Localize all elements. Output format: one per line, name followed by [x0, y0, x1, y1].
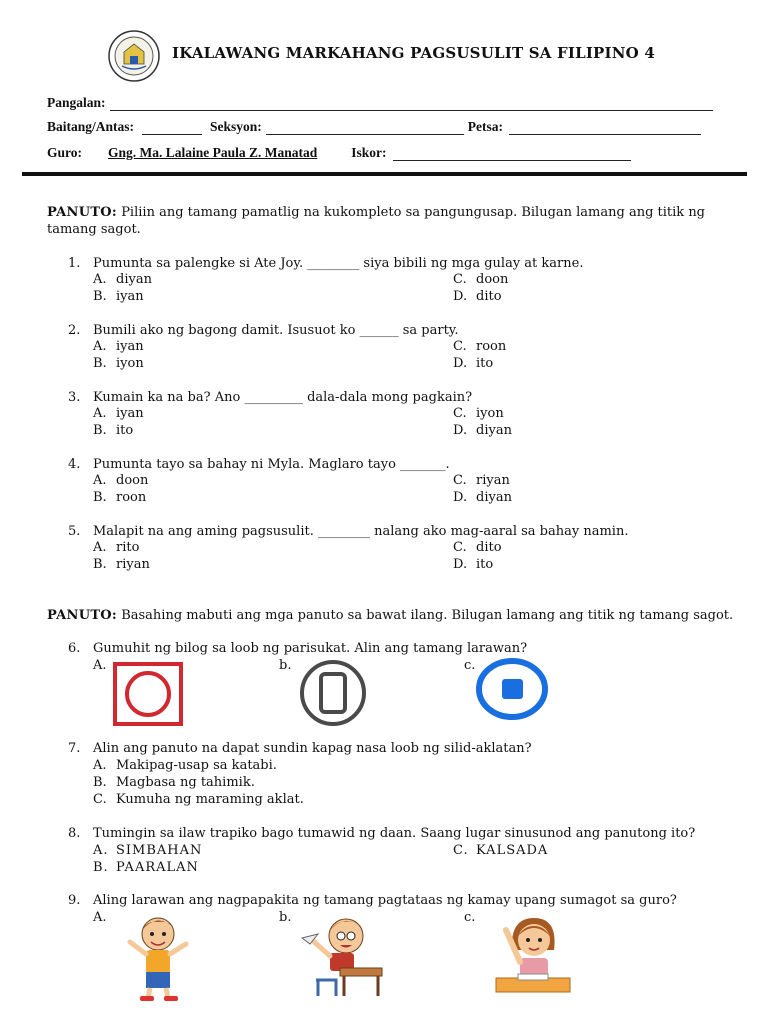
instruction-text: Piliin ang tamang pamatlig na kukompleto sa pangungusap. Bilugan lamang ang titik ng tamang sagot. [47, 205, 706, 237]
option-d[interactable]: D. ito [453, 356, 494, 371]
option-a[interactable]: A. doon [93, 473, 149, 488]
boy-at-desk-image[interactable] [296, 910, 386, 1000]
question-number: 1. [68, 256, 81, 271]
circle-in-square-image[interactable] [113, 662, 183, 726]
instruction-1 [47, 204, 752, 238]
grade-label: Baitang/Antas: [47, 119, 135, 134]
instruction-label: PANUTO: [47, 205, 118, 220]
option-a[interactable]: A. iyan [93, 406, 144, 421]
option-c[interactable]: C. Kumuha ng maraming aklat. [93, 792, 304, 807]
question-stem: Pumunta tayo sa bahay ni Myla. Maglaro tayo _______. [93, 457, 450, 472]
option-b[interactable]: B. ito [93, 423, 134, 438]
date-label: Petsa: [467, 119, 504, 134]
question-number: 3. [68, 390, 81, 405]
name-label: Pangalan: [47, 95, 106, 110]
question-stem: Tumingin sa ilaw trapiko bago tumawid ng daan. Saang lugar sinusunod ang panutong ito? [93, 826, 696, 841]
boy-waving-image[interactable] [124, 912, 194, 1002]
option-d[interactable]: D. diyan [453, 423, 512, 438]
option-c[interactable]: C. iyon [453, 406, 504, 421]
instruction-label: PANUTO: [47, 608, 118, 623]
question-stem: Malapit na ang aming pagsusulit. ________ nalang ako mag-aaral sa bahay namin. [93, 524, 629, 539]
girl-raising-hand-image[interactable] [492, 908, 574, 996]
option-a[interactable]: A. iyan [93, 339, 144, 354]
option-b[interactable]: B. iyan [93, 289, 144, 304]
image-label-a[interactable]: A. [93, 910, 107, 925]
option-b[interactable]: B. riyan [93, 557, 150, 572]
question-number: 7. [68, 741, 81, 756]
question-stem: Aling larawan ang nagpapakita ng tamang pagtataas ng kamay upang sumagot sa guro? [93, 893, 677, 908]
image-label-c[interactable]: c. [464, 658, 476, 673]
question-number: 9. [68, 893, 81, 908]
image-label-b[interactable]: b. [279, 910, 292, 925]
image-label-b[interactable]: b. [279, 658, 292, 673]
question-number: 8. [68, 826, 81, 841]
score-label: Iskor: [351, 145, 387, 160]
image-label-c[interactable]: c. [464, 910, 476, 925]
option-d[interactable]: D. ito [453, 557, 494, 572]
filled-square-in-circle-image[interactable] [476, 658, 548, 720]
question-number: 2. [68, 323, 81, 338]
option-b[interactable]: B. roon [93, 490, 147, 505]
option-c[interactable]: C. roon [453, 339, 507, 354]
option-c[interactable]: C. riyan [453, 473, 510, 488]
option-a[interactable]: A. diyan [93, 272, 152, 287]
image-label-a[interactable]: A. [93, 658, 107, 673]
teacher-name: Gng. Ma. Lalaine Paula Z. Manatad [108, 145, 318, 160]
option-b[interactable]: B. PAARALAN [93, 860, 199, 875]
square-in-circle-image[interactable] [299, 659, 367, 727]
section-label: Seksyon: [210, 119, 262, 134]
question-stem: Kumain ka na ba? Ano _________ dala-dala mong pagkain? [93, 390, 473, 405]
option-b[interactable]: B. iyon [93, 356, 144, 371]
option-c[interactable]: C. doon [453, 272, 509, 287]
option-a[interactable]: A. rito [93, 540, 140, 555]
question-stem: Gumuhit ng bilog sa loob ng parisukat. Alin ang tamang larawan? [93, 641, 528, 656]
option-d[interactable]: D. diyan [453, 490, 512, 505]
teacher-label: Guro: [47, 145, 83, 160]
question-stem: Bumili ako ng bagong damit. Isusuot ko ______ sa party. [93, 323, 459, 338]
exam-title: IKALAWANG MARKAHANG PAGSUSULIT SA FILIPINO 4 [172, 44, 655, 62]
question-number: 5. [68, 524, 81, 539]
instruction-text: Basahing mabuti ang mga panuto sa bawat ilang. Bilugan lamang ang titik ng tamang sagot. [121, 608, 734, 623]
option-c[interactable]: C. dito [453, 540, 502, 555]
option-c[interactable]: C. KALSADA [453, 843, 549, 858]
option-d[interactable]: D. dito [453, 289, 502, 304]
instruction-2 [47, 607, 752, 624]
question-stem: Pumunta sa palengke si Ate Joy. ________ siya bibili ng mga gulay at karne. [93, 256, 584, 271]
question-number: 4. [68, 457, 81, 472]
question-number: 6. [68, 641, 81, 656]
option-b[interactable]: B. Magbasa ng tahimik. [93, 775, 255, 790]
option-a[interactable]: A. Makipag-usap sa katabi. [93, 758, 277, 773]
question-stem: Alin ang panuto na dapat sundin kapag nasa loob ng silid-aklatan? [93, 741, 532, 756]
option-a[interactable]: A. SIMBAHAN [93, 843, 203, 858]
